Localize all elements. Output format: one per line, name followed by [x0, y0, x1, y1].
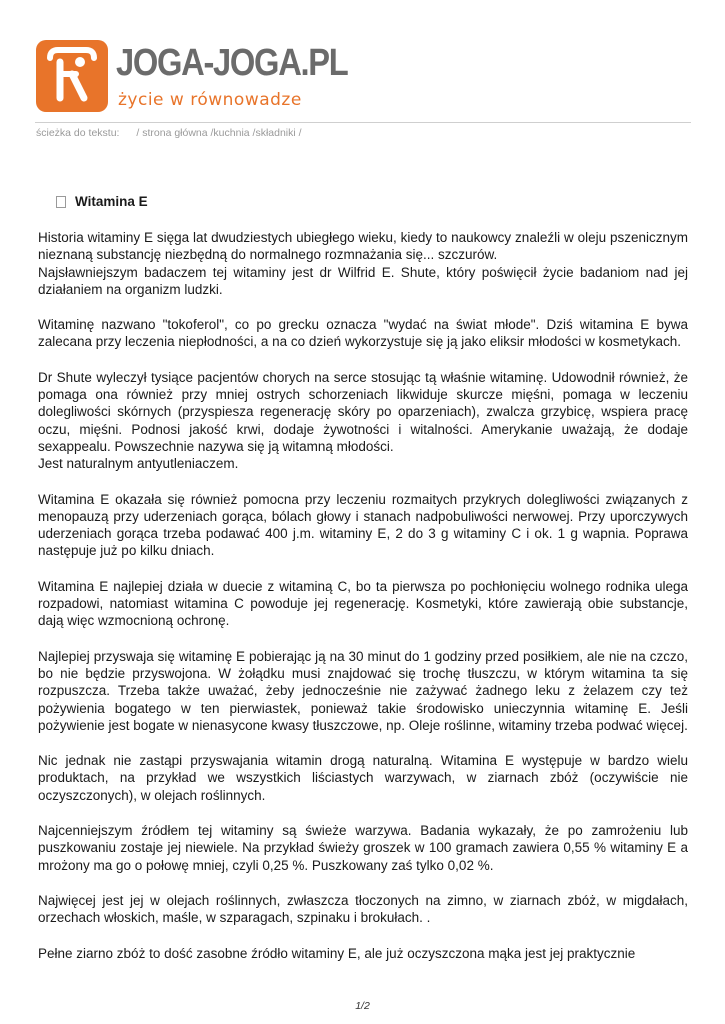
breadcrumb-path[interactable]: / strona główna /kuchnia /składniki /: [136, 127, 302, 139]
paragraph-tokoferol: Witaminę nazwano "tokoferol", co po grecku oznacza "wydać na świat młode". Dziś witamina E bywa zalecana przy leczenia niepłodności, a na co dzień wykorzystuje się ją jako eliksir młodości w kosmetykach.: [38, 317, 688, 350]
paragraph-antioxidant: Jest naturalnym antyutleniaczem.: [38, 456, 239, 472]
paragraph-natural-sources: Nic jednak nie zastąpi przyswajania witamin drogą naturalną. Witamina E występuje w bardzo wielu produktach, na przykład we wszystkich liściastych warzywach, w ziarnach zbóż (oczywiście nie oczyszczonych), w olejach roślinnych.: [38, 753, 688, 803]
paragraph-history: Historia witaminy E sięga lat dwudziestych ubiegłego wieku, kiedy to naukowcy znaleźli w oleju pszenicznym nieznaną substancję niezbędną do normalnego rozmnażania się... szczurów.: [38, 230, 688, 263]
bullet-icon: [56, 196, 66, 208]
paragraph-shute-heart: Dr Shute wyleczył tysiące pacjentów chorych na serce stosując tą właśnie witaminę. Udowodnił również, że pomaga ona również przy mniej ostrych schorzeniach likwiduje skurcze mięśni, pomaga w leczeniu dolegliwości skórnych (przyspiesza regenerację skóry po oparzeniach), zwalcza grzybicę, wspiera pracę oczu, mięśni. Podnosi jakość krwi, dodaje żywotności i witalności. Amerykanie uważają, że dodaje sexappealu. Powszechnie nazywa się ją witamną młodości.: [38, 369, 688, 454]
paragraph-vitamin-c: Witamina E najlepiej działa w duecie z witaminą C, bo ta pierwsza po pochłonięciu wolnego rodnika ulega rozpadowi, natomiast witamina C powoduje jej regenerację. Kosmetyki, które zawierają obie substancje, dają więc wzmocnioną ochronę.: [38, 578, 688, 629]
paragraph-whole-grain: Pełne ziarno zbóż to dość zasobne źródło witaminy E, ale już oczyszczona mąka jest jej praktycznie: [38, 945, 636, 961]
header-divider: [35, 122, 691, 123]
breadcrumb: [36, 127, 302, 139]
paragraph-absorption: Najlepiej przyswaja się witaminę E pobierając ją na 30 minut do 1 godziny przed posiłkiem, ale nie na czczo, bo nie będzie przyswojona. W żołądku musi znajdować się trochę tłuszczu, w którym witamina ta się rozpuszcza. Trzeba także uważać, żeby jednocześnie nie zażywać żadnego leku z żelazem czy też pożywienia bogatego w ten pierwiastek, ponieważ takie środowisko unieczynnia witaminę E. Jeśli pożywienie jest bogate w nienasycone kwasy tłuszczowe, np. Oleje roślinne, witaminy trzeba podwać więcej.: [38, 648, 688, 733]
paragraph-fresh-vegetables: Najcenniejszym źródłem tej witaminy są świeże warzywa. Badania wykazały, że po zamrożeniu lub puszkowaniu zostaje jej niewiele. Na przykład świeży groszek w 100 gramach zawiera 0,55 % witaminy E a mrożony ma go o połowę mniej, czyli 0,25 %. Puszkowany zaś tylko 0,02 %.: [38, 823, 688, 873]
paragraph-menopause: Witamina E okazała się również pomocna przy leczeniu rozmaitych przykrych dolegliwości związanych z menopauzą przy uderzeniach gorąca, bólach głowy i stanach nadpobuliwości nerwowej. Przy uporczywych uderzeniach gorąca trzeba podawać 400 j.m. witaminy E, 2 do 3 g witaminy C i ok. 1 g wapnia. Poprawa następuje już po kilku dniach.: [38, 491, 688, 559]
logo-title[interactable]: JOGA-JOGA.PL: [116, 42, 348, 84]
paragraph-oils: Najwięcej jest jej w olejach roślinnych, zwłaszcza tłoczonych na zimno, w ziarnach zbóż, w migdałach, orzechach włoskich, maśle, w szparagach, szpinaku i brokułach. .: [38, 892, 688, 926]
page-number: 1/2: [355, 1000, 370, 1012]
article: [38, 194, 688, 980]
article-title: Witamina E: [75, 194, 148, 209]
paragraph-shute-researcher: Najsławniejszym badaczem tej witaminy jest dr Wilfrid E. Shute, który poświęcił życie badaniom nad jej działaniem na organizm ludzki.: [38, 264, 688, 297]
logo-tagline: życie w równowadze: [118, 90, 302, 110]
article-title-row: [56, 194, 688, 209]
site-header: [36, 38, 348, 114]
logo-icon[interactable]: [36, 40, 108, 112]
breadcrumb-label: ścieżka do tekstu:: [36, 127, 120, 139]
